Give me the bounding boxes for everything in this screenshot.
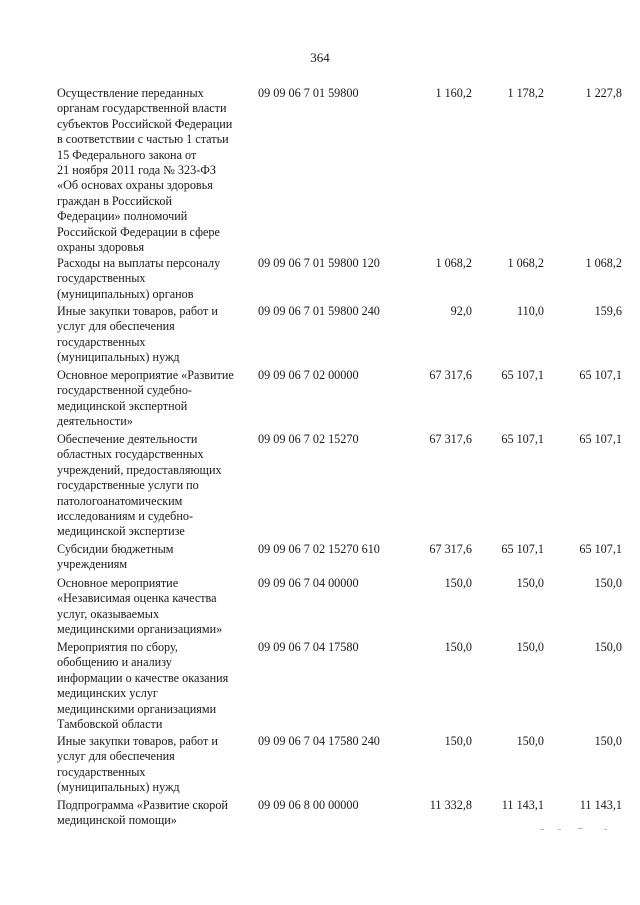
- description-line: учреждений, предоставляющих: [57, 462, 222, 477]
- description-line: в соответствии с частью 1 статьи: [57, 132, 229, 147]
- amount-year-3: 65 107,1: [579, 368, 622, 382]
- amount-year-2: 150,0: [516, 734, 544, 748]
- amount-year-1: 150,0: [444, 734, 472, 748]
- description-line: Иные закупки товаров, работ и: [57, 734, 218, 748]
- description-line: медицинской помощи»: [57, 813, 177, 828]
- description-line: исследованиям и судебно-: [57, 509, 194, 524]
- amount-year-1: 150,0: [444, 640, 472, 654]
- description-line: государственных: [57, 334, 146, 349]
- amount-year-1: 1 068,2: [435, 256, 472, 270]
- description-line: областных государственных: [57, 447, 204, 462]
- description-line: Расходы на выплаты персоналу: [57, 256, 221, 270]
- budget-code: 09 09 06 7 02 00000: [258, 368, 359, 382]
- description-line: услуг, оказываемых: [57, 606, 160, 621]
- description-line: Тамбовской области: [57, 717, 163, 732]
- row-description: [57, 256, 257, 302]
- description-line: Федерации» полномочий: [57, 209, 188, 224]
- description-line: (муниципальных) органов: [57, 286, 194, 301]
- amount-year-3: 1 068,2: [585, 256, 622, 270]
- description-line: информации о качестве оказания: [57, 670, 229, 685]
- row-description: [57, 798, 257, 829]
- row-description: [57, 640, 257, 732]
- description-line: 15 Федерального закона от: [57, 147, 197, 162]
- amount-year-1: 11 332,8: [429, 798, 472, 812]
- amount-year-3: 65 107,1: [579, 542, 622, 556]
- amount-year-2: 11 143,1: [501, 798, 544, 812]
- description-line: медицинской экспертизе: [57, 524, 185, 539]
- description-line: «Об основах охраны здоровья: [57, 178, 213, 193]
- description-line: услуг для обеспечения: [57, 319, 175, 334]
- amount-year-1: 67 317,6: [429, 432, 472, 446]
- amount-year-2: 110,0: [517, 304, 544, 318]
- amount-year-1: 92,0: [450, 304, 472, 318]
- budget-code: 09 09 06 7 01 59800 240: [258, 304, 380, 318]
- amount-year-1: 150,0: [444, 576, 472, 590]
- budget-code: 09 09 06 7 04 17580: [258, 640, 359, 654]
- amount-year-1: 1 160,2: [435, 86, 472, 100]
- scan-speck: [578, 828, 583, 829]
- amount-year-3: 150,0: [594, 734, 622, 748]
- amount-year-2: 150,0: [516, 640, 544, 654]
- description-line: медицинскими организациями: [57, 701, 217, 716]
- description-line: государственной судебно-: [57, 383, 192, 398]
- budget-code: 09 09 06 7 04 00000: [258, 576, 359, 590]
- amount-year-3: 1 227,8: [585, 86, 622, 100]
- description-line: государственные услуги по: [57, 478, 199, 493]
- amount-year-2: 65 107,1: [501, 542, 544, 556]
- description-line: «Независимая оценка качества: [57, 591, 217, 606]
- amount-year-3: 150,0: [594, 576, 622, 590]
- amount-year-3: 159,6: [594, 304, 622, 318]
- description-line: патологоанатомическим: [57, 493, 183, 508]
- description-line: Мероприятия по сбору,: [57, 640, 178, 654]
- row-description: [57, 368, 257, 430]
- description-line: (муниципальных) нужд: [57, 350, 180, 365]
- description-line: 21 ноября 2011 года № 323-ФЗ: [57, 163, 216, 178]
- description-line: органам государственной власти: [57, 101, 227, 116]
- description-line: деятельности»: [57, 414, 133, 429]
- amount-year-2: 1 178,2: [507, 86, 544, 100]
- amount-year-3: 65 107,1: [579, 432, 622, 446]
- description-line: Иные закупки товаров, работ и: [57, 304, 218, 318]
- row-description: [57, 432, 257, 540]
- budget-code: 09 09 06 8 00 00000: [258, 798, 359, 812]
- description-line: Подпрограмма «Развитие скорой: [57, 798, 228, 812]
- description-line: учреждениям: [57, 557, 128, 572]
- amount-year-2: 1 068,2: [507, 256, 544, 270]
- budget-code: 09 09 06 7 02 15270: [258, 432, 359, 446]
- row-description: [57, 542, 257, 573]
- description-line: Субсидии бюджетным: [57, 542, 174, 556]
- row-description: [57, 734, 257, 796]
- scan-speck: [540, 829, 544, 830]
- budget-code: 09 09 06 7 01 59800: [258, 86, 359, 100]
- description-line: государственных: [57, 271, 146, 286]
- budget-code: 09 09 06 7 01 59800 120: [258, 256, 380, 270]
- row-description: [57, 86, 257, 255]
- amount-year-3: 11 143,1: [579, 798, 622, 812]
- description-line: охраны здоровья: [57, 240, 145, 255]
- description-line: (муниципальных) нужд: [57, 780, 180, 795]
- description-line: государственных: [57, 764, 146, 779]
- budget-code: 09 09 06 7 02 15270 610: [258, 542, 380, 556]
- description-line: услуг для обеспечения: [57, 749, 175, 764]
- amount-year-1: 67 317,6: [429, 542, 472, 556]
- row-description: [57, 304, 257, 366]
- description-line: Российской Федерации в сфере: [57, 224, 220, 239]
- description-line: Обеспечение деятельности: [57, 432, 198, 446]
- scan-speck: [558, 829, 561, 830]
- description-line: Осуществление переданных: [57, 86, 204, 100]
- description-line: медицинской экспертной: [57, 398, 188, 413]
- description-line: Основное мероприятие «Развитие: [57, 368, 234, 382]
- description-line: граждан в Российской: [57, 193, 172, 208]
- amount-year-1: 67 317,6: [429, 368, 472, 382]
- amount-year-2: 65 107,1: [501, 368, 544, 382]
- amount-year-2: 150,0: [516, 576, 544, 590]
- amount-year-3: 150,0: [594, 640, 622, 654]
- description-line: субъектов Российской Федерации: [57, 116, 233, 131]
- scan-speck: [604, 829, 607, 830]
- budget-code: 09 09 06 7 04 17580 240: [258, 734, 380, 748]
- page-number: 364: [310, 50, 330, 65]
- description-line: медицинскими организациями»: [57, 622, 223, 637]
- description-line: обобщению и анализу: [57, 655, 172, 670]
- description-line: медицинских услуг: [57, 686, 158, 701]
- description-line: Основное мероприятие: [57, 576, 179, 590]
- amount-year-2: 65 107,1: [501, 432, 544, 446]
- row-description: [57, 576, 257, 638]
